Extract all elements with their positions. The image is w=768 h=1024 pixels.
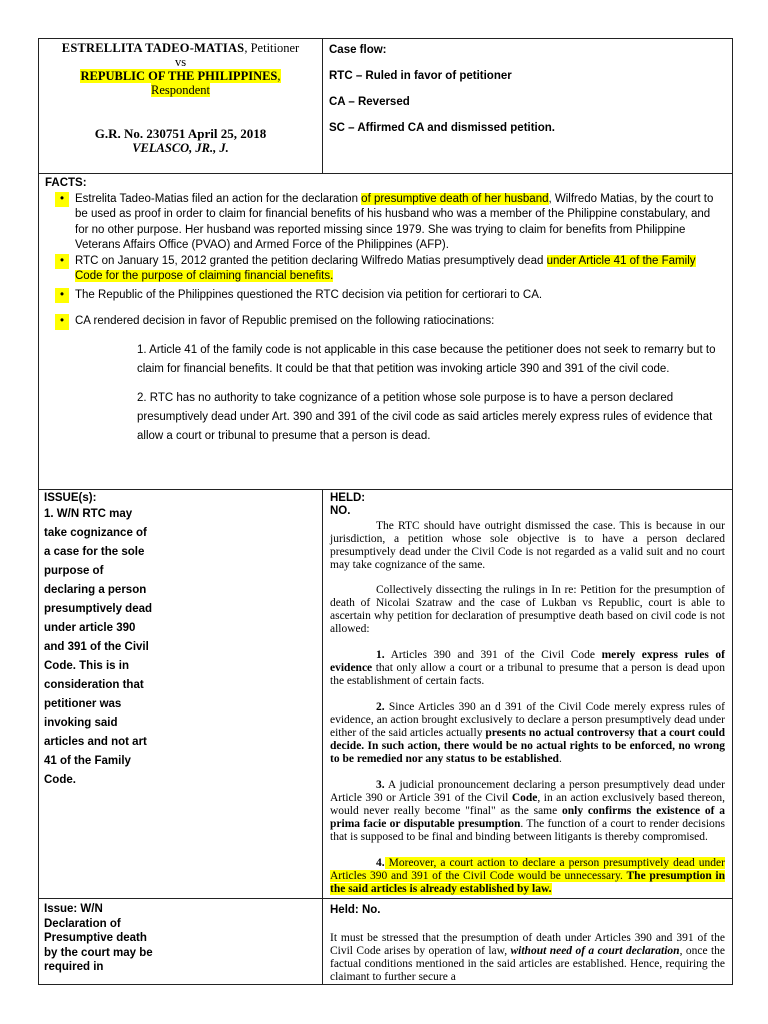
held-label: HELD:	[330, 492, 366, 504]
held-point-3: 3. A judicial pronouncement declaring a person presumptively dead under Article 390 or Article 391 of the Civil Code, in an action exclusively based thereon, would never really become "final" as the same only confirms the existence of a prima facie or disputable presumption. The function of a court to render decisions that is supposed to be final and binding between litigants is thereby compromised.	[330, 779, 726, 843]
case-title-cell	[39, 39, 323, 174]
versus-text: vs	[174, 55, 187, 69]
held-answer: NO.	[330, 505, 351, 517]
case-flow-ca: CA – Reversed	[329, 96, 410, 108]
held-cell-1	[323, 490, 733, 899]
issue-text-1: 1. W/N RTC may take cognizance of a case for the sole purpose of declaring a person presumptively dead under article 390 and 391 of the Civil Code. This is in consideration that petitioner was invoking said articles and not art 41 of the Family Code.	[44, 508, 153, 786]
issue-held-row-2	[39, 899, 733, 985]
facts-bullet-3: • The Republic of the Philippines questioned the RTC decision via petition for certiorari to CA.	[55, 288, 726, 304]
highlight-established-by-law: The presumption in the said articles is already established by law.	[330, 870, 725, 895]
ca-ratiocination-2: 2. RTC has no authority to take cognizance of a petition whose sole purpose is to have a person declared presumptively dead under Art. 390 and 391 of the civil code as said articles merely express rules of evidence that allow a court or tribunal to presume that a person is dead.	[137, 391, 713, 442]
held-label-2: Held: No.	[330, 904, 381, 916]
respondent-role: Respondent	[150, 83, 211, 97]
facts-bullet-1: • Estrelita Tadeo-Matias filed an action for the declaration of presumptive death of her husband, Wilfredo Matias, by the court to be used as proof in order to claim for financial benefits of his husband who was a member of the Philippine constabulary, and for no other purpose. Her husband was reported missing since 1979. She was trying to claim for benefits from Philippine Veterans Affairs Office (PVAO) and Armed Force of the Philippines (AFP).	[55, 192, 726, 254]
issue-label: ISSUE(s):	[44, 492, 97, 504]
held-cell-2	[323, 899, 733, 985]
facts-bullet-2: • RTC on January 15, 2012 granted the petition declaring Wilfredo Matias presumptively dead under Article 41 of the Family Code for the purpose of claiming financial benefits.	[55, 254, 726, 285]
held-paragraph-2: Collectively dissecting the rulings in In re: Petition for the presumption of death of Nicolai Szatraw and the case of Lukban vs Republic, court is able to ascertain why petition for declaration of presumptive death based on civil code is not allowed:	[330, 584, 725, 635]
case-digest-table	[38, 38, 733, 985]
held2-paragraph-1: It must be stressed that the presumption of death under Articles 390 and 391 of the Civil Code arises by operation of law, without need of a court declaration, once the factual conditions mentioned in the said articles are established. Hence, requiring the claimant to further secure a	[330, 932, 725, 983]
ca-ratiocination-1: 1. Article 41 of the family code is not applicable in this case because the petitioner does not seek to remarry but to claim for financial benefits. It could be that that petition was invoking article 390 and 391 of the civil code.	[137, 343, 716, 375]
petitioner-name: ESTRELLITA TADEO-MATIAS	[61, 41, 245, 55]
held-point-1: 1. Articles 390 and 391 of the Civil Code merely express rules of evidence that only allow a court or a tribunal to presume that a person is dead upon the establishment of certain facts.	[330, 649, 725, 687]
bullet-icon: •	[55, 254, 69, 270]
facts-row	[39, 174, 733, 490]
held-point-4: 4. Moreover, a court action to declare a person presumptively dead under Articles 390 and 391 of the Civil Code would be unnecessary. The presumption in the said articles is already established by law.	[330, 857, 725, 895]
case-flow-rtc: RTC – Ruled in favor of petitioner	[329, 70, 512, 82]
facts-label: FACTS:	[45, 177, 87, 189]
bullet-icon: •	[55, 192, 69, 208]
issue-held-row-1	[39, 490, 733, 899]
issue-cell-2	[39, 899, 323, 985]
held-point-2: 2. Since Articles 390 an d 391 of the Civil Code merely express rules of evidence, an action brought exclusively to declare a person presumptively dead under either of the said articles actually presents no actual controversy that a court could decide. In such action, there would be no actual rights to be enforced, no wrong to be remedied nor any status to be established.	[330, 701, 725, 765]
case-digest-page	[38, 38, 732, 1024]
respondent-name: REPUBLIC OF THE PHILIPPINES	[80, 69, 278, 83]
facts-bullet-4: • CA rendered decision in favor of Republic premised on the following ratiocinations:	[55, 314, 726, 330]
petitioner-role: , Petitioner	[244, 41, 300, 55]
header-row	[39, 39, 733, 174]
gr-number: G.R. No. 230751 April 25, 2018	[94, 126, 267, 141]
highlight-article-41: under Article 41 of the Family Code for the purpose of claiming financial benefits.	[75, 254, 696, 282]
issue-cell-1	[39, 490, 323, 899]
respondent-comma: ,	[277, 69, 281, 83]
issue-text-2: Issue: W/N Declaration of Presumptive death by the court may be required in	[44, 903, 153, 973]
ponente: VELASCO, JR., J.	[132, 141, 229, 155]
highlight-unnecessary: Moreover, a court action to declare a person presumptively dead under Articles 390 and 391 of the Civil Code would be unnecessary.	[330, 857, 725, 882]
case-flow-label: Case flow:	[329, 44, 387, 56]
case-flow-cell	[323, 39, 733, 174]
highlight-presumptive-death: of presumptive death of her husband	[361, 192, 549, 205]
case-flow-sc: SC – Affirmed CA and dismissed petition.	[329, 122, 555, 134]
held-paragraph-1: The RTC should have outright dismissed the case. This is because in our jurisdiction, a petition whose sole objective is to have a person declared presumptively dead under the Civil Code is not regarded as a valid suit and no court may take cognizance of the same.	[330, 520, 725, 571]
bullet-icon: •	[55, 288, 69, 304]
bullet-icon: •	[55, 314, 69, 330]
facts-cell	[39, 174, 733, 490]
